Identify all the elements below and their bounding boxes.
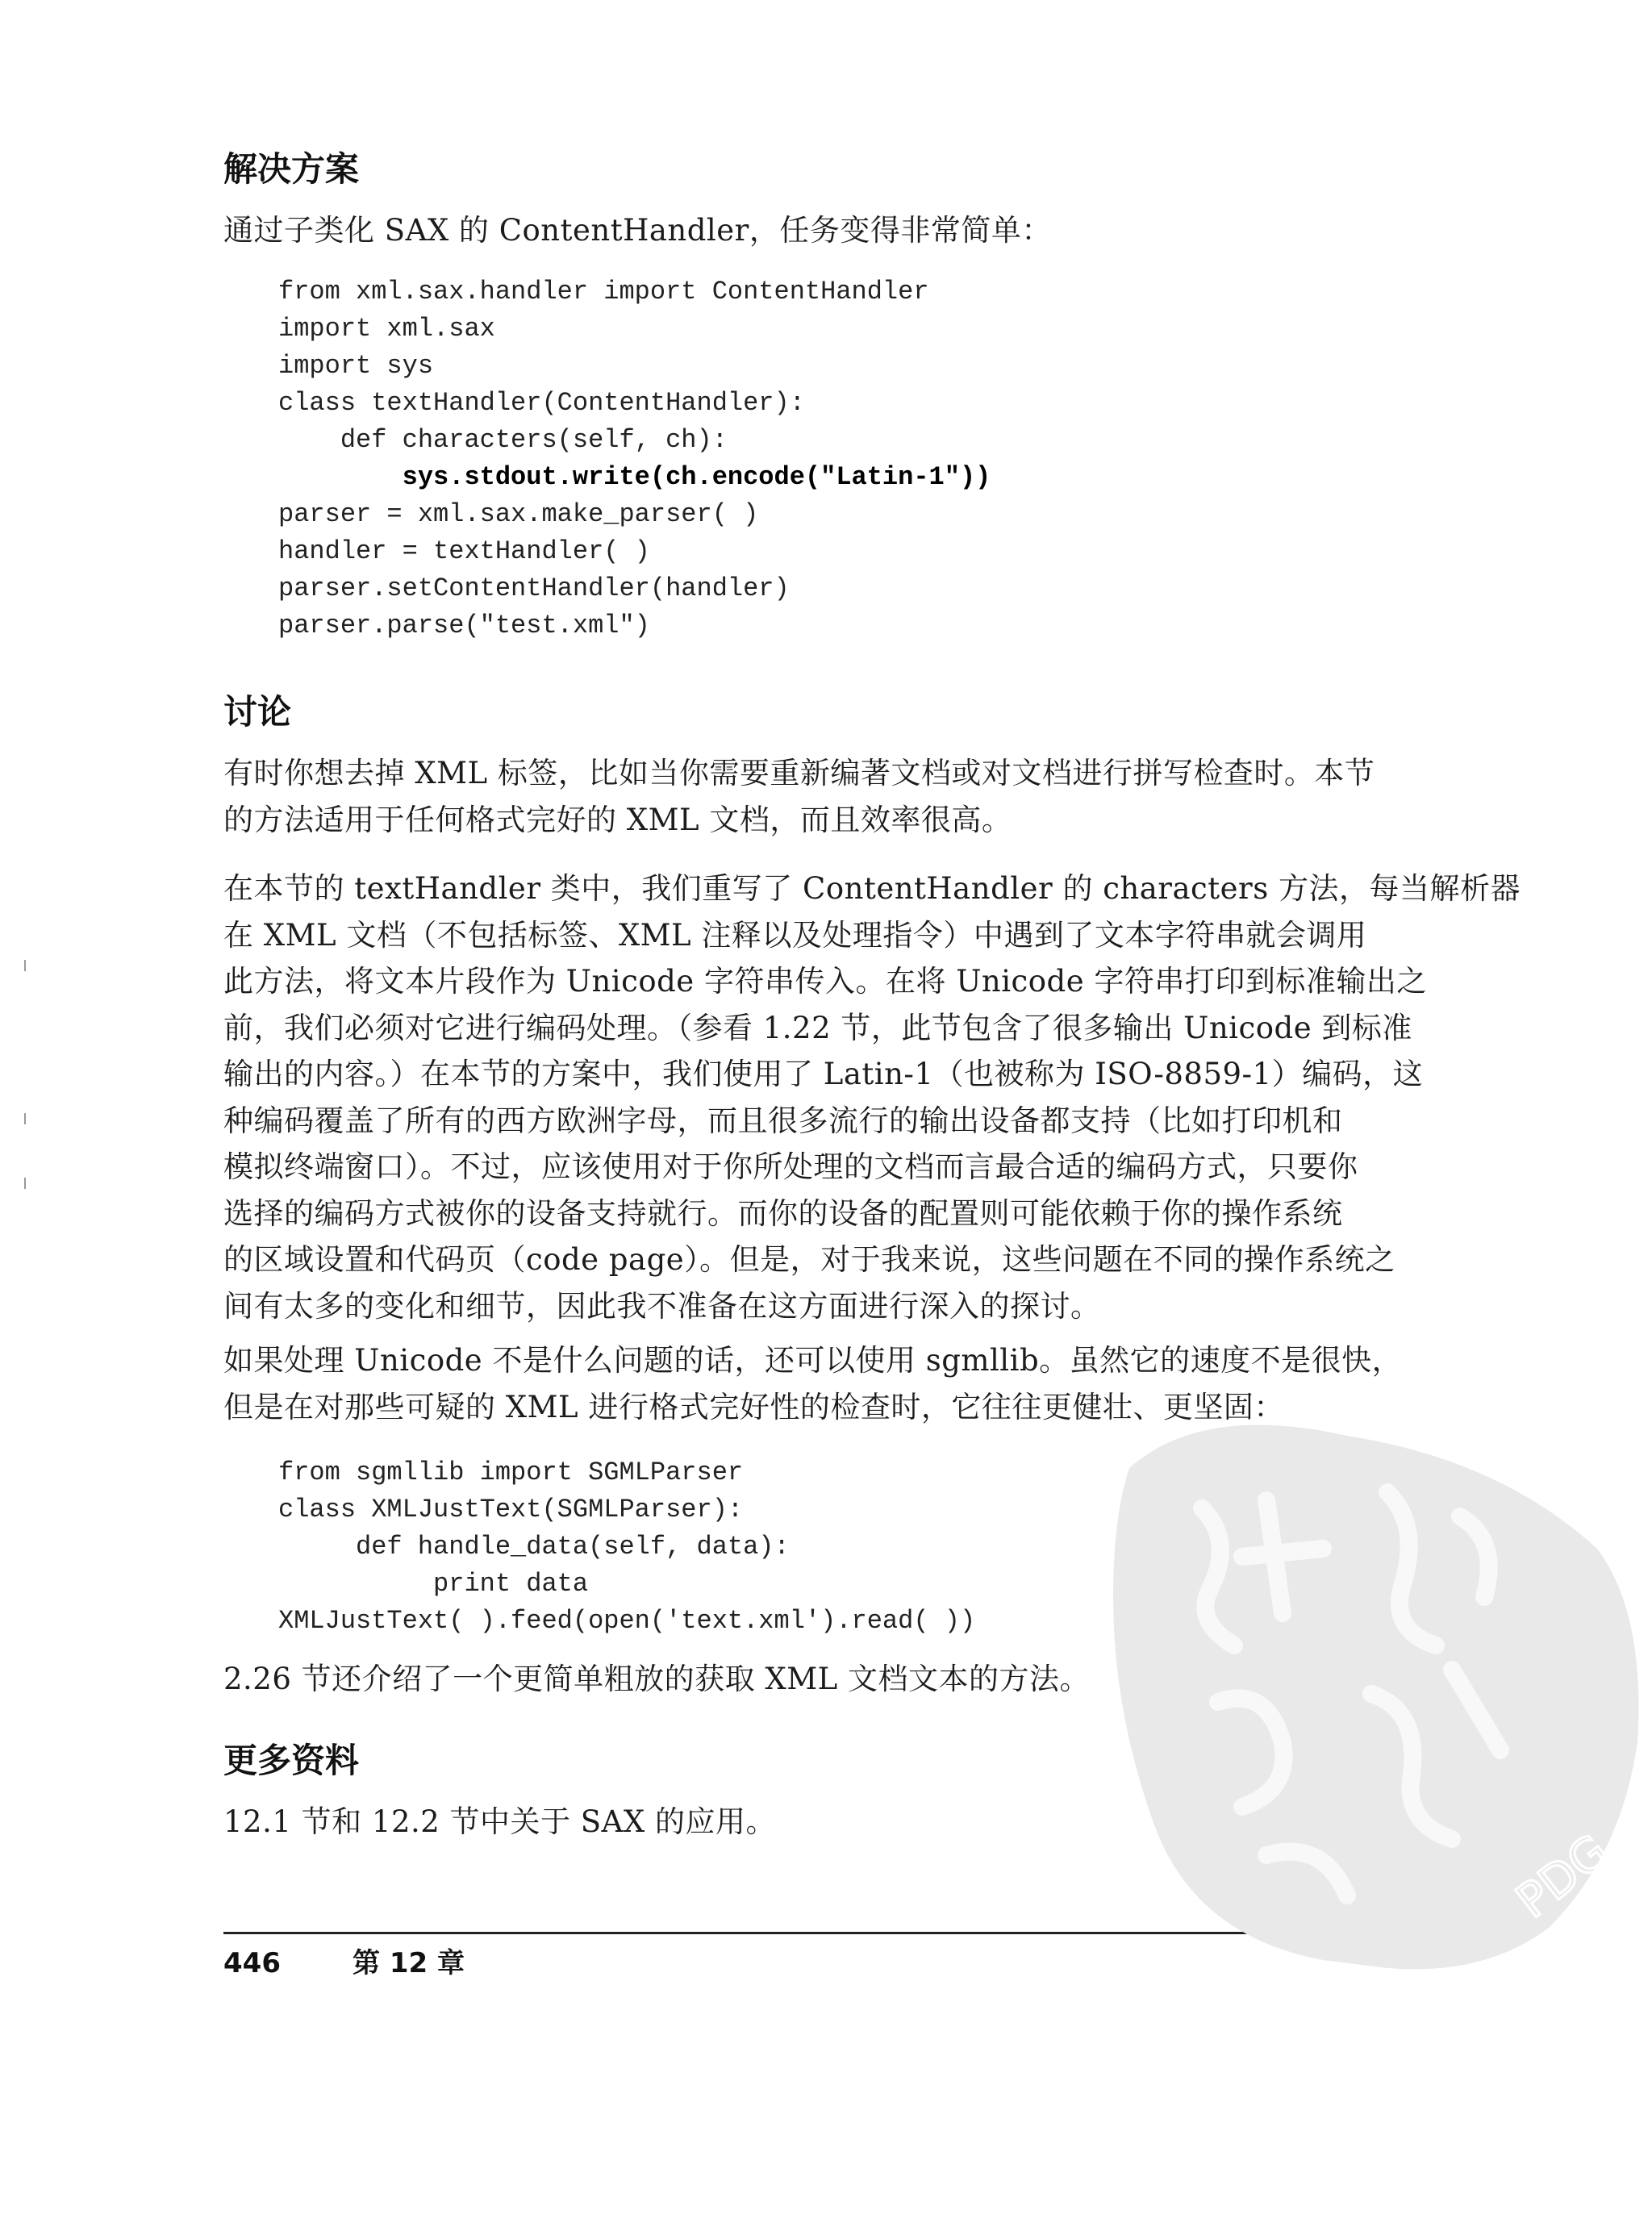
watermark-text: PDG xyxy=(1505,1823,1619,1929)
text-line: 的方法适用于任何格式完好的 XML 文档，而且效率很高。 xyxy=(223,802,1012,837)
text-line: 在本节的 textHandler 类中，我们重写了 ContentHandler 的 characters 方法，每当解析器 xyxy=(223,871,1521,906)
text-line: 此方法，将文本片段作为 Unicode 字符串传入。在将 Unicode 字符串打印到标准输出之 xyxy=(223,964,1427,999)
code-line-highlighted: sys.stdout.write(ch.encode("Latin-1")) xyxy=(278,462,991,492)
text-line: 有时你想去掉 XML 标签，比如当你需要重新编著文档或对文档进行拼写检查时。本节 xyxy=(223,756,1375,790)
text-line: 模拟终端窗口）。不过，应该使用对于你所处理的文档而言最合适的编码方式，只要你 xyxy=(223,1149,1358,1184)
scan-margin-mark xyxy=(24,1178,26,1189)
text-line: 的区域设置和代码页（code page）。但是，对于我来说，这些问题在不同的操作系统之 xyxy=(223,1242,1395,1277)
text-line: 前，我们必须对它进行编码处理。（参看 1.22 节，此节包含了很多输出 Unicode 到标准 xyxy=(223,1010,1412,1045)
code-line: def characters(self, ch): xyxy=(278,425,728,455)
code-block-sgmllib xyxy=(278,1454,975,1640)
text-line: 选择的编码方式被你的设备支持就行。而你的设备的配置则可能依赖于你的操作系统 xyxy=(223,1195,1343,1231)
text-line: 如果处理 Unicode 不是什么问题的话，还可以使用 sgmllib。虽然它的速度不是很快， xyxy=(223,1343,1403,1378)
code-line: import xml.sax xyxy=(278,314,495,344)
section-heading-more: 更多资料 xyxy=(223,1741,360,1780)
pdg-watermark-seal xyxy=(1081,1403,1652,1984)
chapter-label: 第 12 章 xyxy=(353,1947,465,1979)
code-line: from sgmllib import SGMLParser xyxy=(278,1458,744,1487)
code-line: XMLJustText( ).feed(open('text.xml').read( )) xyxy=(278,1606,976,1636)
code-block-sax xyxy=(278,273,991,644)
text-line: 输出的内容。）在本节的方案中，我们使用了 Latin-1（也被称为 ISO-8859-1）编码，这 xyxy=(223,1057,1424,1091)
code-line: handler = textHandler( ) xyxy=(278,536,650,566)
text-line: 但是在对那些可疑的 XML 进行格式完好性的检查时，它往往更健壮、更坚固： xyxy=(223,1389,1284,1424)
code-line: parser.parse("test.xml") xyxy=(278,611,650,640)
section-heading-solution: 解决方案 xyxy=(223,149,360,189)
code-line: parser.setContentHandler(handler) xyxy=(278,573,790,603)
code-line: class textHandler(ContentHandler): xyxy=(278,388,805,418)
page-number: 446 xyxy=(223,1947,281,1979)
text-line: 通过子类化 SAX 的 ContentHandler，任务变得非常简单： xyxy=(223,213,1052,248)
code-line: parser = xml.sax.make_parser( ) xyxy=(278,499,759,529)
code-line: from xml.sax.handler import ContentHandler xyxy=(278,277,929,307)
solution-intro xyxy=(223,207,1466,254)
code-line: class XMLJustText(SGMLParser): xyxy=(278,1495,744,1524)
text-line: 间有太多的变化和细节，因此我不准备在这方面进行深入的探讨。 xyxy=(223,1288,1101,1324)
text-line: 在 XML 文档（不包括标签、XML 注释以及处理指令）中遇到了文本字符串就会调用 xyxy=(223,917,1367,953)
code-line: def handle_data(self, data): xyxy=(278,1532,790,1562)
code-line: print data xyxy=(278,1569,589,1599)
scan-margin-mark xyxy=(24,960,26,971)
text-line: 2.26 节还介绍了一个更简单粗放的获取 XML 文档文本的方法。 xyxy=(223,1662,1090,1696)
section-heading-discussion: 讨论 xyxy=(223,692,292,732)
text-line: 12.1 节和 12.2 节中关于 SAX 的应用。 xyxy=(223,1804,776,1839)
code-line: import sys xyxy=(278,351,434,381)
text-line: 种编码覆盖了所有的西方欧洲字母，而且很多流行的输出设备都支持（比如打印机和 xyxy=(223,1103,1343,1138)
discussion-paragraph-2 xyxy=(223,865,1521,1329)
discussion-paragraph-1 xyxy=(223,750,1466,843)
scan-margin-mark xyxy=(24,1113,26,1124)
